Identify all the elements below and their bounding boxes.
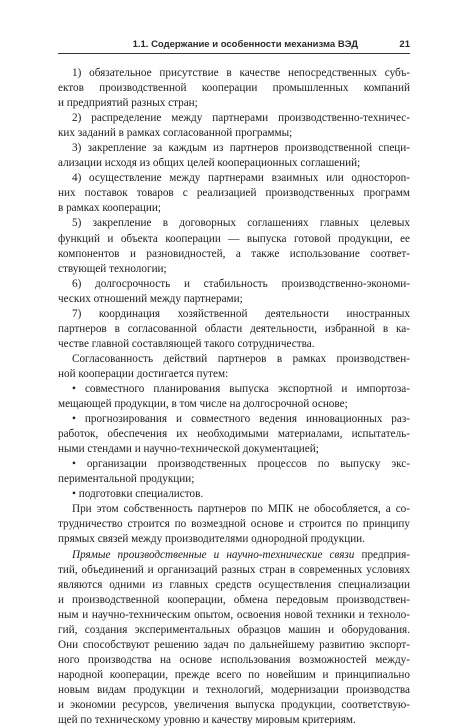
line-text: щей по техническому уровню и качеству мировым критериям. bbox=[58, 714, 356, 727]
text-line bbox=[58, 578, 410, 593]
text-line bbox=[58, 337, 410, 352]
text-line bbox=[58, 232, 410, 247]
line-text: предприя- bbox=[354, 548, 410, 561]
line-text: ной кооперации достигается путем: bbox=[58, 367, 229, 380]
text-line bbox=[58, 623, 410, 638]
text-line bbox=[58, 171, 410, 186]
line-text: новым видам продукции и технологий, модернизации производства bbox=[58, 683, 410, 696]
line-text: 7) координация хозяйственной деятельности иностранных bbox=[72, 307, 410, 320]
line-text: них поставок товаров с реализацией производственных программ bbox=[58, 187, 410, 200]
text-line bbox=[58, 427, 410, 442]
text-line bbox=[58, 96, 410, 111]
text-line bbox=[58, 713, 410, 728]
line-text: ких заданий в рамках согласованной программы; bbox=[58, 127, 293, 140]
line-text: партнеров в согласованной области деятельности, избранной в ка- bbox=[58, 322, 410, 335]
line-text: трудничество строится по возмездной основе и строится по принципу bbox=[58, 518, 410, 531]
line-text: 1) обязательное присутствие в качестве непосредственных субъ- bbox=[72, 67, 410, 79]
line-text: При этом собственность партнеров по МПК не обособляется, а со- bbox=[72, 503, 410, 516]
text-line bbox=[58, 277, 410, 292]
text-line bbox=[58, 126, 410, 141]
line-text: и предприятий разных стран; bbox=[58, 97, 198, 110]
line-text: компонентов и разновидностей, а также использование соответ- bbox=[58, 247, 410, 260]
line-text: 3) закрепление за каждым из партнеров производственной специ- bbox=[72, 142, 410, 155]
line-text: • подготовки специалистов. bbox=[72, 488, 204, 501]
italic-term: Прямые производственные и научно-технические связи bbox=[72, 548, 355, 561]
text-line bbox=[58, 352, 410, 367]
line-text: прямых связей между производителями однородной продукции. bbox=[58, 533, 365, 546]
text-line bbox=[58, 532, 410, 547]
text-line bbox=[58, 517, 410, 532]
line-text: 6) долгосрочность и стабильность производственно-экономи- bbox=[72, 277, 410, 290]
line-text: и производственной кооперации, обмена передовым производствен- bbox=[58, 593, 410, 606]
line-text: функций и объекта кооперации — выпуска готовой продукции, ее bbox=[58, 232, 410, 245]
text-line bbox=[58, 442, 410, 457]
line-text: народной кооперации, прежде всего по новейшим и принципиально bbox=[58, 668, 410, 681]
text-line bbox=[58, 292, 410, 307]
text-line bbox=[58, 668, 410, 683]
text-line bbox=[58, 81, 410, 96]
text-line bbox=[58, 593, 410, 608]
text-line bbox=[58, 156, 410, 171]
text-line bbox=[58, 683, 410, 698]
line-text: • совместного планирования выпуска экспортной и импортоза- bbox=[72, 382, 410, 395]
line-text: ствующей технологии; bbox=[58, 262, 167, 275]
text-line bbox=[58, 111, 410, 126]
section-title: 1.1. Содержание и особенности механизма ВЭД bbox=[132, 39, 358, 50]
line-text: гий, создания экспериментальных образцов машин и оборудования. bbox=[58, 623, 410, 636]
text-line bbox=[58, 367, 410, 382]
text-line bbox=[58, 186, 410, 201]
line-text: честве главной составляющей такого сотрудничества. bbox=[58, 337, 315, 350]
text-line bbox=[58, 608, 410, 623]
text-line bbox=[58, 502, 410, 517]
line-text: ного производства на основе использования возможностей между- bbox=[58, 653, 410, 666]
text-line bbox=[58, 216, 410, 231]
text-line bbox=[58, 487, 410, 502]
text-line bbox=[58, 382, 410, 397]
text-line bbox=[58, 307, 410, 322]
line-text: ализации исходя из общих целей кооперационных соглашений; bbox=[58, 157, 361, 170]
line-text: • организации производственных процессов по выпуску экс- bbox=[72, 458, 410, 471]
body-text bbox=[58, 66, 410, 728]
text-line bbox=[58, 201, 410, 216]
text-line bbox=[58, 472, 410, 487]
line-text: и экономии ресурсов, увеличения выпуска продукции, соответствую- bbox=[58, 698, 410, 711]
text-line bbox=[58, 563, 410, 578]
text-line bbox=[58, 397, 410, 412]
line-text: Согласованность действий партнеров в рамках производствен- bbox=[72, 352, 410, 365]
line-text: тий, объединений и организаций разных стран в современных условиях bbox=[58, 563, 410, 576]
text-line bbox=[58, 141, 410, 156]
line-text: мещающей продукции, в том числе на долгосрочной основе; bbox=[58, 398, 348, 411]
text-line bbox=[58, 247, 410, 262]
line-text: в рамках кооперации; bbox=[58, 202, 161, 215]
text-line bbox=[58, 262, 410, 277]
text-line bbox=[58, 66, 410, 81]
line-text: периментальной продукции; bbox=[58, 473, 195, 486]
text-line bbox=[58, 638, 410, 653]
line-text: являются одними из главных средств осуществления специализации bbox=[58, 578, 410, 591]
line-text: ными стендами и научно-технической документацией; bbox=[58, 443, 319, 456]
text-line bbox=[58, 457, 410, 472]
text-line bbox=[58, 653, 410, 668]
running-header bbox=[58, 35, 410, 54]
text-line bbox=[58, 548, 410, 563]
line-text: 2) распределение между партнерами производственно-техничес- bbox=[72, 112, 410, 125]
line-text: ным и научно-техническим опытом, освоения новой техники и техноло- bbox=[58, 608, 410, 621]
line-text: Они способствуют решению задач по дальнейшему развитию экспорт- bbox=[58, 638, 410, 651]
line-text: 4) осуществление между партнерами взаимных или одностороn- bbox=[72, 172, 410, 185]
text-line bbox=[58, 698, 410, 713]
page-number: 21 bbox=[399, 39, 410, 50]
text-line bbox=[58, 322, 410, 337]
line-text: ектов производственной кооперации промышленных компаний bbox=[58, 82, 410, 95]
text-line bbox=[58, 412, 410, 427]
line-text: работок, обеспечения их необходимыми материалами, испытатель- bbox=[58, 428, 410, 441]
line-text: ческих отношений между партнерами; bbox=[58, 292, 243, 305]
line-text: 5) закрепление в договорных соглашениях главных целевых bbox=[72, 217, 410, 230]
line-text: • прогнозирования и совместного ведения инновационных раз- bbox=[72, 413, 410, 426]
